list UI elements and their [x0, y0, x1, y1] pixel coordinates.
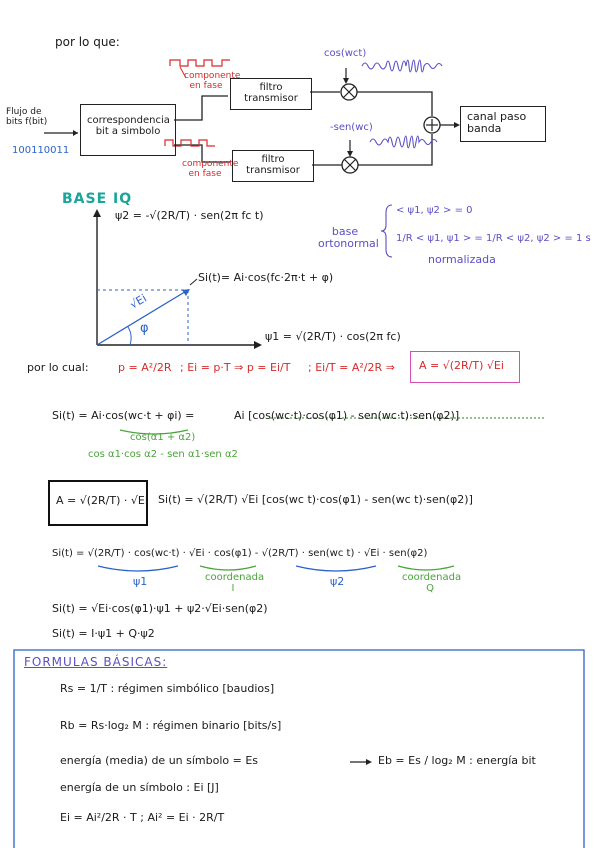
eq3-psi1: ψ1: [133, 575, 148, 588]
eq4: Si(t) = √Ei·cos(φ1)·ψ1 + ψ2·√Ei·sen(φ2): [52, 602, 268, 615]
sqrt-ei-label: √Ei: [127, 291, 149, 312]
formula-rb: Rb = Rs·log₂ M : régimen binario [bits/s]: [60, 719, 282, 732]
input-arrowhead: [73, 130, 78, 136]
mapper-block: [80, 104, 176, 156]
mapper-label: correspondencia bit a simbolo: [87, 115, 170, 137]
sen-label: -sen(wc): [330, 122, 373, 133]
eq3-main: Si(t) = √(2R/T) · cos(wc·t) · √Ei · cos(φ1) - √(2R/T) · sen(wc t) · √Ei · sen(φ2): [52, 548, 428, 559]
square-wave-top: [170, 60, 230, 66]
eq3-coord-i: coordenada I: [205, 572, 265, 594]
phi-label: φ: [140, 321, 149, 336]
formula-eb: Eb = Es / log₂ M : energía bit: [378, 754, 536, 767]
bit-sequence: 100110011: [12, 145, 70, 156]
eq1-under2: cos α1·cos α2 - sen α1·sen α2: [88, 449, 238, 460]
cos-label: cos(wct): [324, 48, 367, 59]
filter-bottom-label: filtro transmisor: [246, 154, 300, 176]
si-def: Si(t)= Ai·cos(fc·2π·t + φ): [198, 271, 334, 284]
formula-e1: energía de un símbolo : Ei [J]: [60, 781, 219, 794]
formula-ei: Ei = Ai²/2R · T ; Ai² = Ei · 2R/T: [60, 811, 225, 824]
eq3-psi2: ψ2: [330, 575, 345, 588]
component-label-top: componente en fase: [184, 71, 241, 91]
p-def: p = A²/2R: [118, 361, 172, 374]
intro-text: por lo que:: [55, 35, 120, 49]
filter-block-bottom: [232, 150, 314, 182]
carrier-wave-bottom: [370, 136, 437, 148]
eq1-main: Si(t) = Ai·cos(wc·t + φi) =: [52, 409, 195, 422]
formula-rs: Rs = 1/T : régimen simbólico [baudios]: [60, 682, 275, 695]
eq1-under1: cos(α1 + α2): [130, 432, 196, 443]
ortho-2: 1/R < ψ1, ψ1 > = 1/R < ψ2, ψ2 > = 1 s: [396, 233, 591, 244]
result-A: A = √(2R/T) √Ei: [419, 359, 504, 372]
eq3-coord-q: coordenada Q: [402, 572, 462, 594]
ortho-1: < ψ1, ψ2 > = 0: [396, 205, 473, 216]
boxed-A: [48, 480, 148, 526]
por-lo-cual: por lo cual:: [27, 361, 89, 374]
base-label: base ortonormal: [318, 225, 379, 251]
branch-top-line: [174, 96, 228, 120]
psi2-def: ψ2 = -√(2R/T) · sen(2π fc t): [115, 209, 264, 222]
filter-block-top: [230, 78, 312, 110]
filter-top-label: filtro transmisor: [244, 82, 298, 104]
channel-block: [460, 106, 546, 142]
formulas-title: FORMULAS BÁSICAS:: [24, 655, 168, 669]
channel-label: canal paso banda: [467, 110, 527, 136]
boxed-A-text: A = √(2R/T) · √Ei: [56, 494, 148, 507]
normalized-label: normalizada: [428, 253, 496, 266]
input-label: Flujo de bits f(bit): [6, 107, 48, 127]
eq1-rhs: Ai [cos(wc·t)·cos(φ1) - sen(wc·t)·sen(φ2)]: [234, 409, 460, 422]
mult-top-to-sum: [357, 92, 432, 116]
formula-es: energía (media) de un símbolo = Es: [60, 754, 259, 767]
result-box: [410, 351, 520, 383]
eq5: Si(t) = I·ψ1 + Q·ψ2: [52, 627, 155, 640]
ei-def: ; Ei = p·T ⇒ p = Ei/T: [180, 361, 291, 374]
eq2-rhs: Si(t) = √(2R/T) √Ei [cos(wc t)·cos(φ1) - sen(wc t)·sen(φ2)]: [158, 493, 473, 506]
component-label-bottom: componente en fase: [182, 159, 239, 179]
carrier-wave-top: [362, 60, 442, 72]
iq-title: BASE IQ: [62, 191, 133, 207]
ei-relation: ; Ei/T = A²/2R ⇒: [308, 361, 395, 374]
mult-bottom-to-sum: [358, 134, 432, 165]
psi1-def: ψ1 = √(2R/T) · cos(2π fc): [265, 330, 401, 343]
